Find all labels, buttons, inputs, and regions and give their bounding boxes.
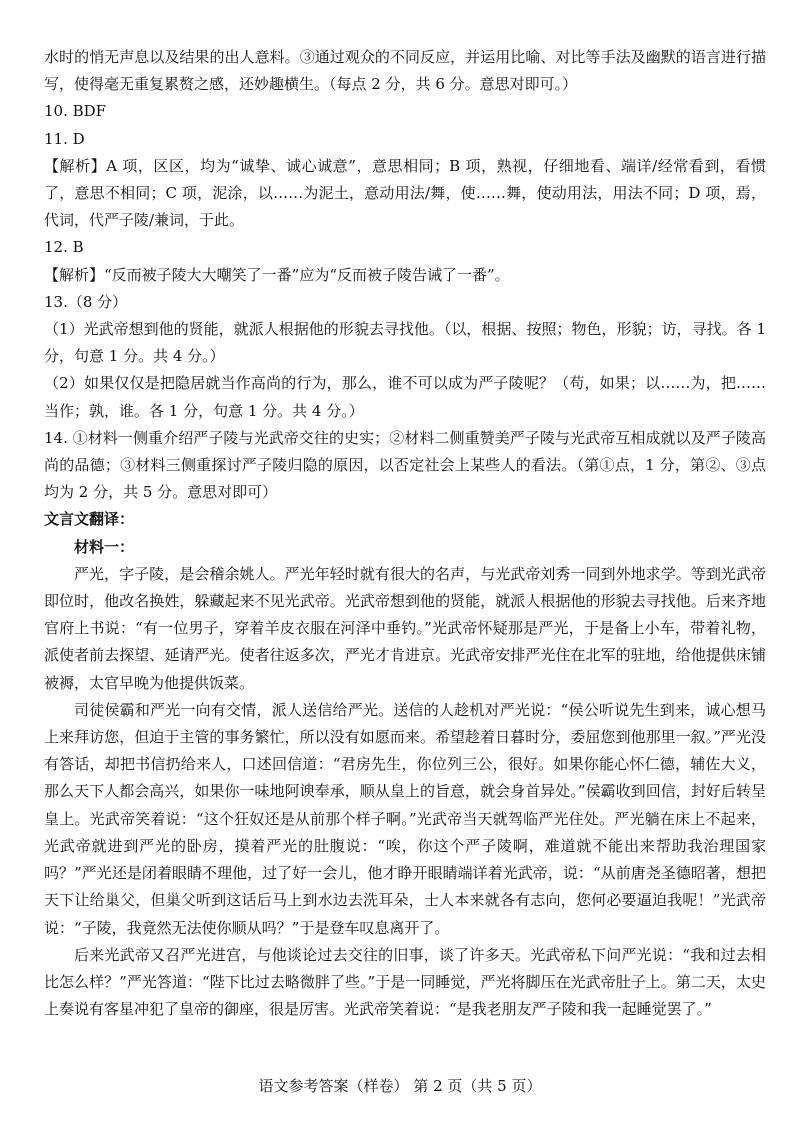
translation-paragraph: 司徒侯霸和严光一向有交情，派人送信给严光。送信的人趁机对严光说：“侯公听说先生到来，诚心想马上来拜访您，但迫于主管的事务繁忙，所以没有如愿而来。希望趁着日暮时分，委屈您到他那里一叙。”严光没有答话，却把书信扔给来人，口述回信道：“君房先生，你位列三公，很好。如果你能心怀仁德，辅佐大义，那么天下人都会高兴，如果你一味地阿谀奉承，顺从皇上的旨意，就会身首异处。”侯霸收到回信，封好后转呈皇上。光武帝笑着说：“这个狂奴还是从前那个样子啊。”光武帝当天就驾临严光住处。严光躺在床上不起来，光武帝就进到严光的卧房，摸着严光的肚腹说：“唉，你这个严子陵啊，难道就不能出来帮助我治理国家吗？”严光还是闭着眼睛不理他，过了好一会儿，他才睁开眼睛端详着光武帝，说：“从前唐尧圣德昭著，想把天下让给巢父，但巢父听到这话后马上到水边去洗耳朵，士人本来就各有志向，您何必要逼迫我呢！”光武帝说：“子陵，我竟然无法使你顺从吗？”于是登车叹息离开了。 [44, 700, 766, 937]
q12-analysis: 【解析】“反而被子陵大大嘲笑了一番”应为“反而被子陵告诫了一番”。 [44, 265, 510, 284]
translation-paragraph: 严光，字子陵，是会稽余姚人。严光年轻时就有很大的名声，与光武帝刘秀一同到外地求学。等到光武帝即位时，他改名换姓，躲藏起来不见光武帝。光武帝想到他的贤能，就派人根据他的形貌去寻找他。后来齐地官府上书说：“有一位男子，穿着羊皮衣服在河泽中垂钓。”光武帝怀疑那是严光，于是备上小车，带着礼物，派使者前去探望、延请严光。使者往返多次，严光才肯进京。光武帝安排严光住在北军的驻地，给他提供床铺被褥，太官早晚为他提供饭菜。 [44, 564, 766, 692]
material1-label: 材料一： [74, 537, 135, 556]
q11-answer: 11. D [44, 129, 85, 148]
q9-answer-tail: 水时的悄无声息以及结果的出人意料。③通过观众的不同反应，并运用比喻、对比等手法及幽默的语言进行描写，使得毫无重复累赘之感，还妙趣横生。（每点 2 分，共 6 分。意思对即可。） [44, 48, 766, 94]
q13-answer: 13.（8 分） [44, 292, 128, 311]
q13-part1: （1）光武帝想到他的贤能，就派人根据他的形貌去寻找他。（以，根据、按照；物色，形貌；访，寻找。各 1 分，句意 1 分。共 4 分。） [44, 320, 766, 366]
q10-answer: 10. BDF [44, 102, 107, 121]
q11-analysis: 【解析】A 项，区区，均为“诚挚、诚心诚意”，意思相同；B 项，熟视，仔细地看、端详/经常看到，看惯了，意思不相同；C 项，泥涂，以……为泥土，意动用法/舞，使……舞，使动用法，用法不同；D 项，焉，代词，代严子陵/兼词，于此。 [44, 156, 766, 230]
document-page [44, 44, 766, 1023]
translation-paragraph: 后来光武帝又召严光进宫，与他谈论过去交往的旧事，谈了许多天。光武帝私下问严光说：“我和过去相比怎么样？”严光答道：“陛下比过去略微胖了些。”于是一同睡觉，严光将脚压在光武帝肚子上。第二天，太史上奏说有客星冲犯了皇帝的御座，很是厉害。光武帝笑着说：“是我老朋友严子陵和我一起睡觉罢了。” [44, 945, 766, 1019]
page-footer: 语文参考答案（样卷） 第 2 页（共 5 页） [258, 1077, 542, 1095]
q14-answer: 14. ①材料一侧重介绍严子陵与光武帝交往的史实；②材料二侧重赞美严子陵与光武帝互相成就以及严子陵高尚的品德；③材料三侧重探讨严子陵归隐的原因，以否定社会上某些人的看法。（第①点，1 分，第②、③点均为 2 分，共 5 分。意思对即可） [44, 428, 766, 502]
translation-heading: 文言文翻译： [44, 510, 135, 529]
q13-part2: （2）如果仅仅是把隐居就当作高尚的行为，那么，谁不可以成为严子陵呢？（苟，如果；以……为，把……当作；孰，谁。各 1 分，句意 1 分。共 4 分。） [44, 374, 766, 420]
q12-answer: 12. B [44, 238, 84, 257]
